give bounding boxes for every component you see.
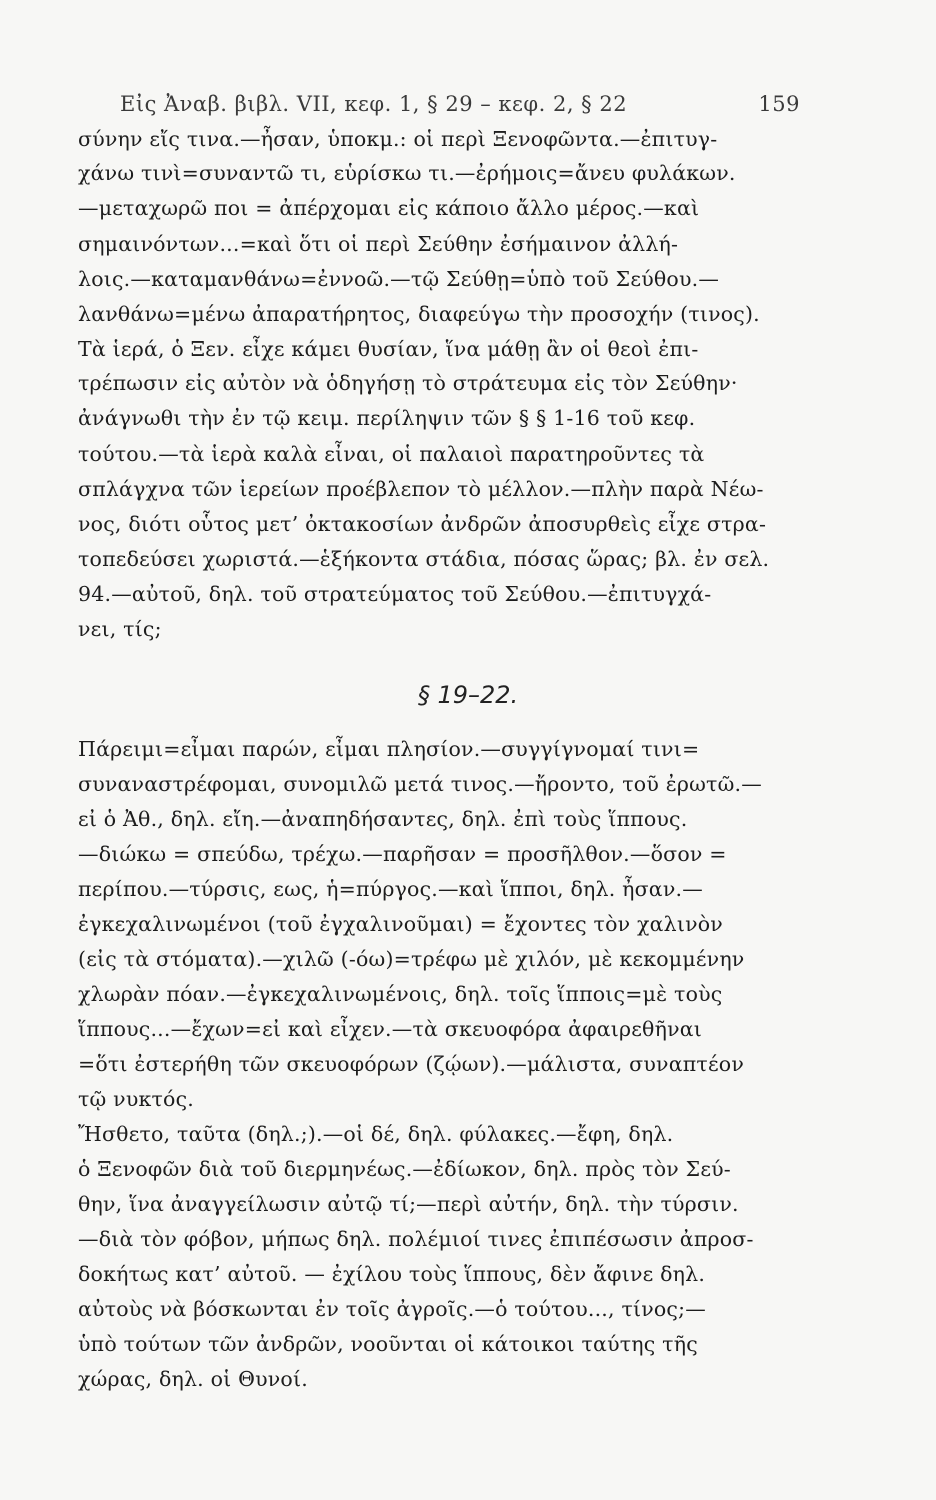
text-line-26: =ὅτι ἐστερήθη τῶν σκευοφόρων (ζῴων).—μάλιστα, συναπτέον — [78, 1052, 744, 1076]
text-line-19: εἰ ὁ Ἀθ., δηλ. εἴη.—ἀναπηδήσαντες, δηλ. ἐπὶ τοὺς ἵππους. — [78, 807, 688, 831]
text-line-23: (εἰς τὰ στόματα).—χιλῶ (-όω)=τρέφω μὲ χιλόν, μὲ κεκομμένην — [78, 947, 745, 971]
text-line-9: ἀνάγνωθι τὴν ἐν τῷ κειμ. περίληψιν τῶν § § 1-16 τοῦ κεφ. — [78, 406, 696, 430]
text-line-14: 94.—αὐτοῦ, δηλ. τοῦ στρατεύματος τοῦ Σεύθου.—ἐπιτυγχά- — [78, 582, 712, 606]
text-line-12: νος, διότι οὗτος μετ’ ὀκτακοσίων ἀνδρῶν ἀποσυρθεὶς εἶχε στρα- — [78, 512, 767, 536]
text-line-24: χλωρὰν πόαν.—ἐγκεχαλινωμένοις, δηλ. τοῖς ἵπποις=μὲ τοὺς — [78, 982, 723, 1006]
text-line-4: σημαινόντων...=καὶ ὅτι οἱ περὶ Σεύθην ἐσήμαινον ἀλλή- — [78, 232, 679, 256]
text-line-13: τοπεδεύσει χωριστά.—ἑξήκοντα στάδια, πόσας ὥρας; βλ. ἐν σελ. — [78, 547, 770, 571]
text-line-5: λοις.—καταμανθάνω=ἐννοῶ.—τῷ Σεύθῃ=ὑπὸ τοῦ Σεύθου.— — [78, 267, 720, 291]
text-line-3: —μεταχωρῶ ποι = ἀπέρχομαι εἰς κάποιο ἄλλο μέρος.—καὶ — [78, 196, 700, 220]
text-line-20: —διώκω = σπεύδω, τρέχω.—παρῆσαν = προσῆλθον.—ὅσον = — [78, 842, 727, 866]
text-line-15: νει, τίς; — [78, 617, 162, 641]
text-line-1: σύνην εἴς τινα.—ἦσαν, ὑποκμ.: οἱ περὶ Ξενοφῶντα.—ἐπιτυγ- — [78, 127, 718, 151]
text-line-2: χάνω τινὶ=συναντῶ τι, εὑρίσκω τι.—ἐρήμοις=ἄνευ φυλάκων. — [78, 161, 736, 185]
text-line-10: τούτου.—τὰ ἱερὰ καλὰ εἶναι, οἱ παλαιοὶ παρατηροῦντες τὰ — [78, 442, 705, 466]
text-line-17: Πάρειμι=εἶμαι παρών, εἶμαι πλησίον.—συγγίγνομαί τινι= — [78, 737, 700, 761]
text-line-29: ὁ Ξενοφῶν διὰ τοῦ διερμηνέως.—ἐδίωκον, δηλ. πρὸς τὸν Σεύ- — [78, 1157, 731, 1181]
text-line-21: περίπου.—τύρσις, εως, ἡ=πύργος.—καὶ ἵπποι, δηλ. ἦσαν.— — [78, 877, 703, 901]
text-line-25: ἵππους...—ἔχων=εἰ καὶ εἶχεν.—τὰ σκευοφόρα ἀφαιρεθῆναι — [78, 1017, 703, 1041]
text-line-18: συναναστρέφομαι, συνομιλῶ μετά τινος.—ἤροντο, τοῦ ἐρωτῶ.— — [78, 772, 762, 796]
text-line-28: Ἤσθετο, ταῦτα (δηλ.;).—οἱ δέ, δηλ. φύλακες.—ἔφη, δηλ. — [78, 1122, 674, 1146]
text-line-33: αὐτοὺς νὰ βόσκωνται ἐν τοῖς ἀγροῖς.—ὁ τούτου..., τίνος;— — [78, 1297, 706, 1321]
text-line-35: χώρας, δηλ. οἱ Θυνοί. — [78, 1367, 308, 1391]
text-line-11: σπλάγχνα τῶν ἱερείων προέβλεπον τὸ μέλλον.—πλὴν παρὰ Νέω- — [78, 477, 764, 501]
text-line-30: θην, ἵνα ἀναγγείλωσιν αὐτῷ τί;—περὶ αὐτήν, δηλ. τὴν τύρσιν. — [78, 1192, 739, 1216]
page-number: 159 — [758, 92, 800, 116]
text-line-6: λανθάνω=μένω ἀπαρατήρητος, διαφεύγω τὴν προσοχήν (τινος). — [78, 302, 760, 326]
text-line-7: Τὰ ἱερά, ὁ Ξεν. εἶχε κάμει θυσίαν, ἵνα μάθῃ ἂν οἱ θεοὶ ἐπι- — [78, 337, 699, 361]
text-line-32: δοκήτως κατ’ αὐτοῦ. — ἐχίλου τοὺς ἵππους, δὲν ἄφινε δηλ. — [78, 1262, 706, 1286]
text-line-8: τρέπωσιν εἰς αὐτὸν νὰ ὁδηγήσῃ τὸ στράτευμα εἰς τὸν Σεύθην· — [78, 371, 738, 395]
running-header — [120, 92, 800, 116]
text-line-34: ὑπὸ τούτων τῶν ἀνδρῶν, νοοῦνται οἱ κάτοικοι ταύτης τῆς — [78, 1332, 698, 1356]
section-heading: § 19–22. — [417, 681, 519, 709]
text-line-31: —διὰ τὸν φόβον, μήπως δηλ. πολέμιοί τινες ἐπιπέσωσιν ἀπροσ- — [78, 1227, 754, 1251]
header-reference: Εἰς Ἀναβ. βιβλ. VII, κεφ. 1, § 29 – κεφ. 2, § 22 — [120, 92, 628, 116]
text-line-27: τῷ νυκτός. — [78, 1087, 194, 1111]
text-line-22: ἐγκεχαλινωμένοι (τοῦ ἐγχαλινοῦμαι) = ἔχοντες τὸν χαλινὸν — [78, 912, 723, 936]
